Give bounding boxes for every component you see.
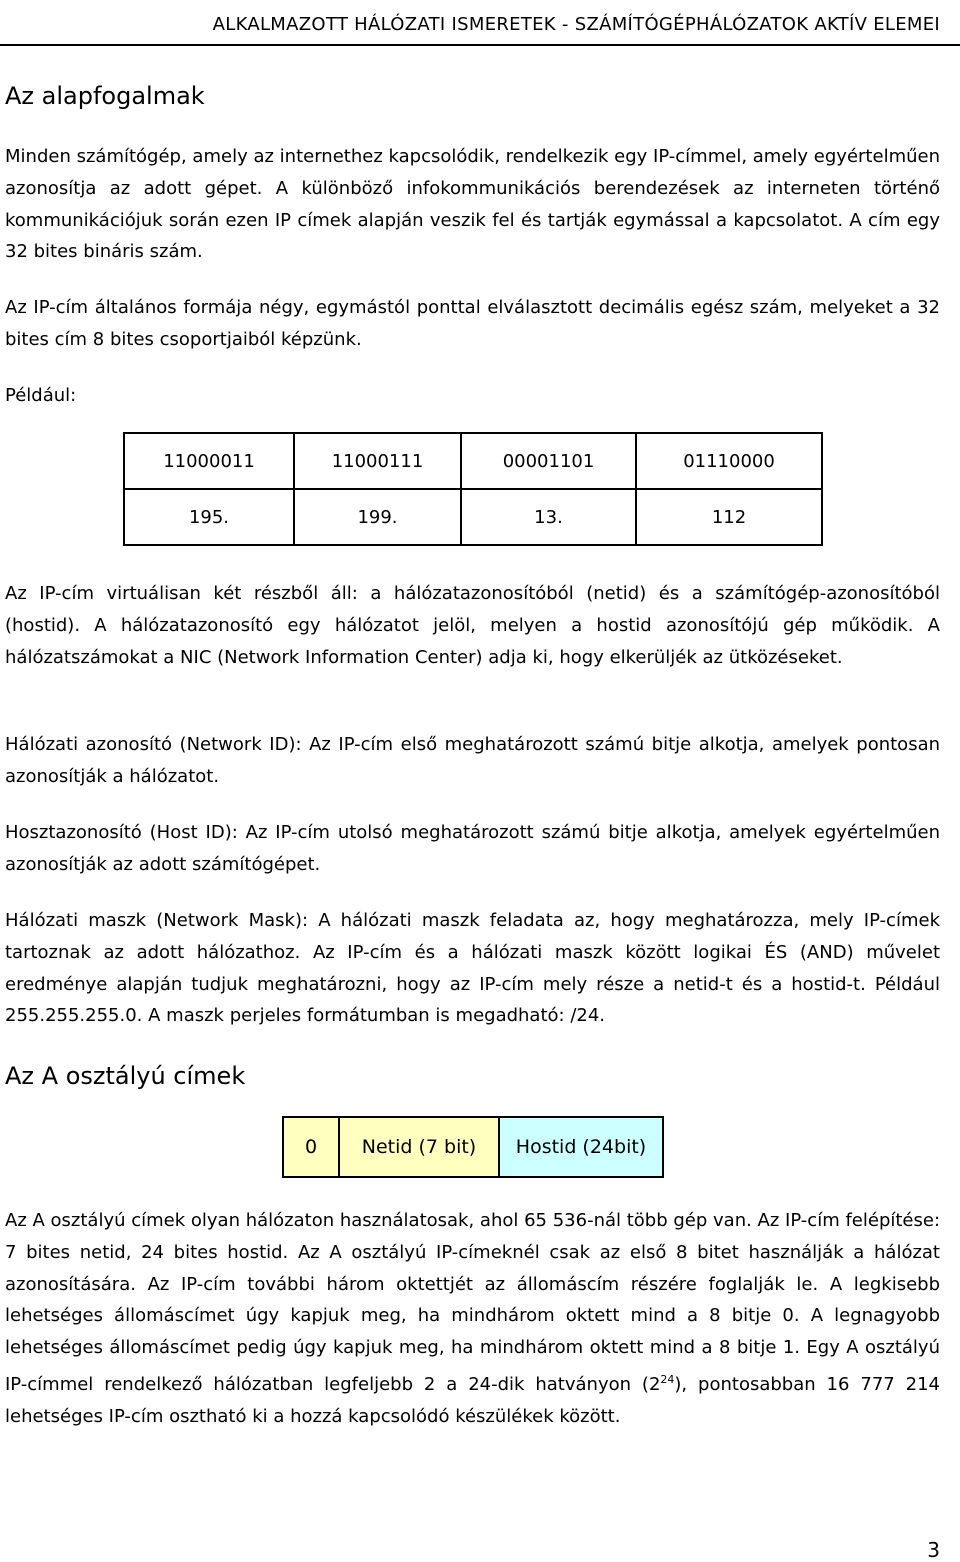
definition-host-id xyxy=(5,817,940,881)
definition-term: Hálózati maszk (Network Mask): xyxy=(5,910,309,931)
paragraph-class-a xyxy=(5,1205,940,1433)
definition-term: Hosztazonosító (Host ID): xyxy=(5,822,238,843)
decimal-octet: 195. xyxy=(124,489,294,545)
page-number: 3 xyxy=(927,1538,940,1562)
class-a-structure-table xyxy=(282,1116,664,1178)
example-label: Például: xyxy=(5,385,77,406)
decimal-octet: 13. xyxy=(461,489,636,545)
binary-octet: 00001101 xyxy=(461,433,636,489)
paragraph-text: Az A osztályú címek olyan hálózaton használatosak, ahol 65 536-nál több gép van. Az IP-cím felépítése: 7 bites netid, 24 bites hostid. Az A osztályú IP-címeknél csak az első 8 bitet használják a hálózat azonosítására. Az IP-cím további három oktettjét az állomáscím részére foglalják le. A legkisebb lehetséges állomáscímet úgy kapjuk meg, ha mindhárom oktett mind a 8 bitje 0. A legnagyobb lehetséges állomáscímet pedig úgy kapjuk meg, ha mindhárom oktett mind a 8 bitje 1. Egy A osztályú IP-címmel rendelkező hálózatban legfeljebb 2 a 24-dik hatványon (2 xyxy=(5,1210,941,1395)
definition-term: Hálózati azonosító (Network ID): xyxy=(5,734,302,755)
paragraph-netid-hostid: Az IP-cím virtuálisan két részből áll: a hálózatazonosítóból (netid) és a számítógép-azonosítóból (hostid). A hálózatazonosító egy hálózatot jelöl, melyen a hostid azonosítójú gép működik. A hálózatszámokat a NIC (Network Information Center) adja ki, hogy elkerüljék az ütközéseket. xyxy=(5,583,940,668)
ip-example-table xyxy=(123,432,823,546)
decimal-octet: 199. xyxy=(294,489,461,545)
header-divider xyxy=(0,44,960,46)
header-title: ALKALMAZOTT HÁLÓZATI ISMERETEK - SZÁMÍTÓGÉPHÁLÓZATOK AKTÍV ELEMEI xyxy=(212,14,940,35)
class-bit-cell: 0 xyxy=(283,1117,339,1177)
decimal-octet: 112 xyxy=(636,489,822,545)
decimal-row xyxy=(124,489,822,545)
binary-octet: 11000111 xyxy=(294,433,461,489)
paragraph-text: ), pontosabban 16 777 214 lehetséges IP-cím osztható ki a hozzá kapcsolódó készülékek között. xyxy=(5,1373,940,1427)
netid-cell: Netid (7 bit) xyxy=(339,1117,499,1177)
definition-text: A hálózati maszk feladata az, hogy meghatározza, mely IP-címek tartoznak az adott hálózathoz. Az IP-cím és a hálózati maszk között logikai ÉS (AND) művelet eredménye alapján tudjuk meghatározni, hogy az IP-cím mely része a netid-t és a hostid-t. Például 255.255.255.0. A maszk perjeles formátumban is megadható: /24. xyxy=(5,910,940,1027)
binary-octet: 11000011 xyxy=(124,433,294,489)
binary-row xyxy=(124,433,822,489)
section-heading-basics: Az alapfogalmak xyxy=(5,82,205,110)
definition-text: Az IP-cím utolsó meghatározott számú bitje alkotja, amelyek egyértelműen azonosítják az adott számítógépet. xyxy=(5,822,940,875)
definition-text: Az IP-cím első meghatározott számú bitje alkotja, amelyek pontosan azonosítják a hálózatot. xyxy=(5,734,941,787)
section-heading-class-a: Az A osztályú címek xyxy=(5,1062,246,1090)
definition-network-mask xyxy=(5,905,940,1032)
hostid-cell: Hostid (24bit) xyxy=(499,1117,663,1177)
paragraph-ip-format: Az IP-cím általános formája négy, egymástól ponttal elválasztott decimális egész szám, melyeket a 32 bites cím 8 bites csoportjaiból képzünk. xyxy=(5,297,940,350)
definition-network-id xyxy=(5,729,940,793)
binary-octet: 01110000 xyxy=(636,433,822,489)
paragraph-intro: Minden számítógép, amely az internethez kapcsolódik, rendelkezik egy IP-címmel, amely egyértelműen azonosítja az adott gépet. A különböző infokommunikációs berendezések az interneten történő kommunikációjuk során ezen IP címek alapján veszik fel és tartják egymással a kapcsolatot. A cím egy 32 bites bináris szám. xyxy=(5,146,940,263)
class-a-row xyxy=(283,1117,663,1177)
exponent: 24 xyxy=(660,1372,675,1386)
